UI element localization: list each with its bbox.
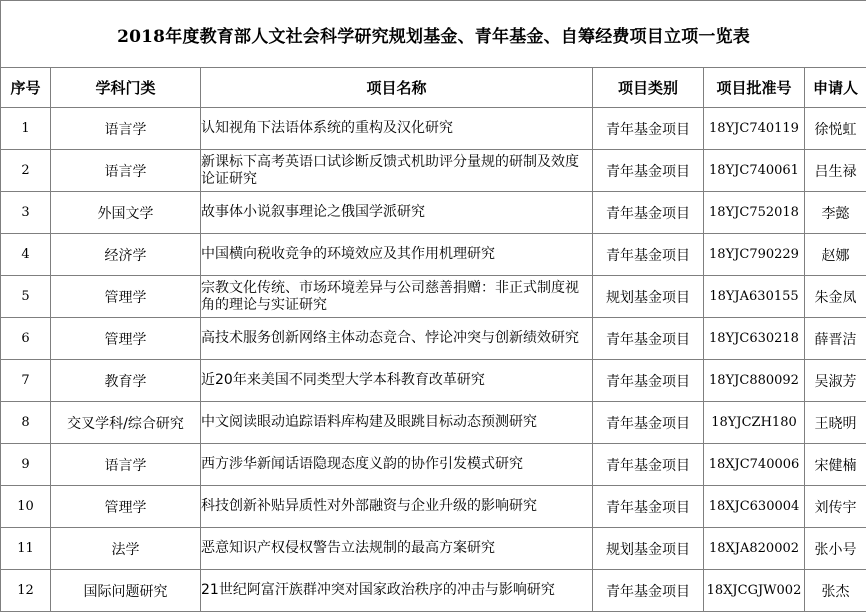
cell-applicant: 张杰 [805, 570, 866, 612]
table-row [1, 108, 866, 150]
cell-number: 6 [1, 318, 51, 360]
cell-project-name: 新课标下高考英语口试诊断反馈式机助评分量规的研制及效度论证研究 [201, 150, 593, 192]
table-row [1, 486, 866, 528]
cell-subject: 国际问题研究 [51, 570, 201, 612]
cell-applicant: 李懿 [805, 192, 866, 234]
cell-approval-number: 18XJCGJW002 [704, 570, 805, 612]
cell-subject: 语言学 [51, 150, 201, 192]
cell-project-name: 21世纪阿富汗族群冲突对国家政治秩序的冲击与影响研究 [201, 570, 593, 612]
cell-category: 规划基金项目 [593, 276, 704, 318]
table-row [1, 528, 866, 570]
cell-project-name: 故事体小说叙事理论之俄国学派研究 [201, 192, 593, 234]
cell-project-name: 中文阅读眼动追踪语料库构建及眼跳目标动态预测研究 [201, 402, 593, 444]
cell-subject: 法学 [51, 528, 201, 570]
cell-approval-number: 18YJA630155 [704, 276, 805, 318]
cell-category: 青年基金项目 [593, 360, 704, 402]
cell-approval-number: 18YJC880092 [704, 360, 805, 402]
cell-project-name: 恶意知识产权侵权警告立法规制的最高方案研究 [201, 528, 593, 570]
cell-number: 8 [1, 402, 51, 444]
cell-applicant: 吴淑芳 [805, 360, 866, 402]
cell-subject: 管理学 [51, 276, 201, 318]
cell-number: 5 [1, 276, 51, 318]
cell-subject: 语言学 [51, 108, 201, 150]
cell-applicant: 吕生禄 [805, 150, 866, 192]
cell-approval-number: 18XJC740006 [704, 444, 805, 486]
cell-category: 青年基金项目 [593, 150, 704, 192]
cell-number: 12 [1, 570, 51, 612]
cell-category: 青年基金项目 [593, 108, 704, 150]
column-header-subject: 学科门类 [51, 68, 201, 108]
cell-approval-number: 18YJC630218 [704, 318, 805, 360]
cell-category: 青年基金项目 [593, 570, 704, 612]
table-row [1, 192, 866, 234]
cell-approval-number: 18YJC790229 [704, 234, 805, 276]
cell-applicant: 朱金凤 [805, 276, 866, 318]
cell-approval-number: 18YJCZH180 [704, 402, 805, 444]
cell-applicant: 王晓明 [805, 402, 866, 444]
cell-category: 青年基金项目 [593, 402, 704, 444]
table-row [1, 444, 866, 486]
cell-approval-number: 18YJC752018 [704, 192, 805, 234]
cell-number: 4 [1, 234, 51, 276]
cell-project-name: 宗教文化传统、市场环境差异与公司慈善捐赠：非正式制度视角的理论与实证研究 [201, 276, 593, 318]
table-row [1, 402, 866, 444]
cell-applicant: 张小号 [805, 528, 866, 570]
cell-subject: 外国文学 [51, 192, 201, 234]
cell-category: 青年基金项目 [593, 318, 704, 360]
table-row [1, 234, 866, 276]
cell-approval-number: 18XJC630004 [704, 486, 805, 528]
cell-applicant: 宋健楠 [805, 444, 866, 486]
column-header-number: 序号 [1, 68, 51, 108]
table-row [1, 570, 866, 612]
table-title: 2018年度教育部人文社会科学研究规划基金、青年基金、自筹经费项目立项一览表 [1, 1, 866, 68]
cell-applicant: 刘传宇 [805, 486, 866, 528]
cell-approval-number: 18YJC740061 [704, 150, 805, 192]
cell-subject: 管理学 [51, 486, 201, 528]
cell-category: 规划基金项目 [593, 528, 704, 570]
header-row [1, 68, 866, 108]
table-row [1, 276, 866, 318]
cell-number: 3 [1, 192, 51, 234]
cell-project-name: 科技创新补贴异质性对外部融资与企业升级的影响研究 [201, 486, 593, 528]
table-row [1, 318, 866, 360]
cell-project-name: 西方涉华新闻话语隐现态度义韵的协作引发模式研究 [201, 444, 593, 486]
table-row [1, 150, 866, 192]
cell-number: 11 [1, 528, 51, 570]
column-header-applicant: 申请人 [805, 68, 866, 108]
cell-applicant: 薛晋洁 [805, 318, 866, 360]
cell-category: 青年基金项目 [593, 192, 704, 234]
cell-subject: 教育学 [51, 360, 201, 402]
cell-approval-number: 18XJA820002 [704, 528, 805, 570]
cell-project-name: 高技术服务创新网络主体动态竞合、悖论冲突与创新绩效研究 [201, 318, 593, 360]
cell-subject: 语言学 [51, 444, 201, 486]
cell-category: 青年基金项目 [593, 234, 704, 276]
cell-subject: 交叉学科/综合研究 [51, 402, 201, 444]
cell-number: 7 [1, 360, 51, 402]
cell-approval-number: 18YJC740119 [704, 108, 805, 150]
cell-number: 1 [1, 108, 51, 150]
cell-number: 9 [1, 444, 51, 486]
column-header-project-name: 项目名称 [201, 68, 593, 108]
column-header-approval-number: 项目批准号 [704, 68, 805, 108]
cell-applicant: 赵娜 [805, 234, 866, 276]
table-row [1, 360, 866, 402]
cell-subject: 管理学 [51, 318, 201, 360]
cell-subject: 经济学 [51, 234, 201, 276]
cell-project-name: 近20年来美国不同类型大学本科教育改革研究 [201, 360, 593, 402]
cell-project-name: 中国横向税收竞争的环境效应及其作用机理研究 [201, 234, 593, 276]
column-header-category: 项目类别 [593, 68, 704, 108]
cell-applicant: 徐悦虹 [805, 108, 866, 150]
cell-number: 2 [1, 150, 51, 192]
cell-project-name: 认知视角下法语体系统的重构及汉化研究 [201, 108, 593, 150]
cell-category: 青年基金项目 [593, 444, 704, 486]
cell-category: 青年基金项目 [593, 486, 704, 528]
cell-number: 10 [1, 486, 51, 528]
table-body [1, 108, 866, 612]
